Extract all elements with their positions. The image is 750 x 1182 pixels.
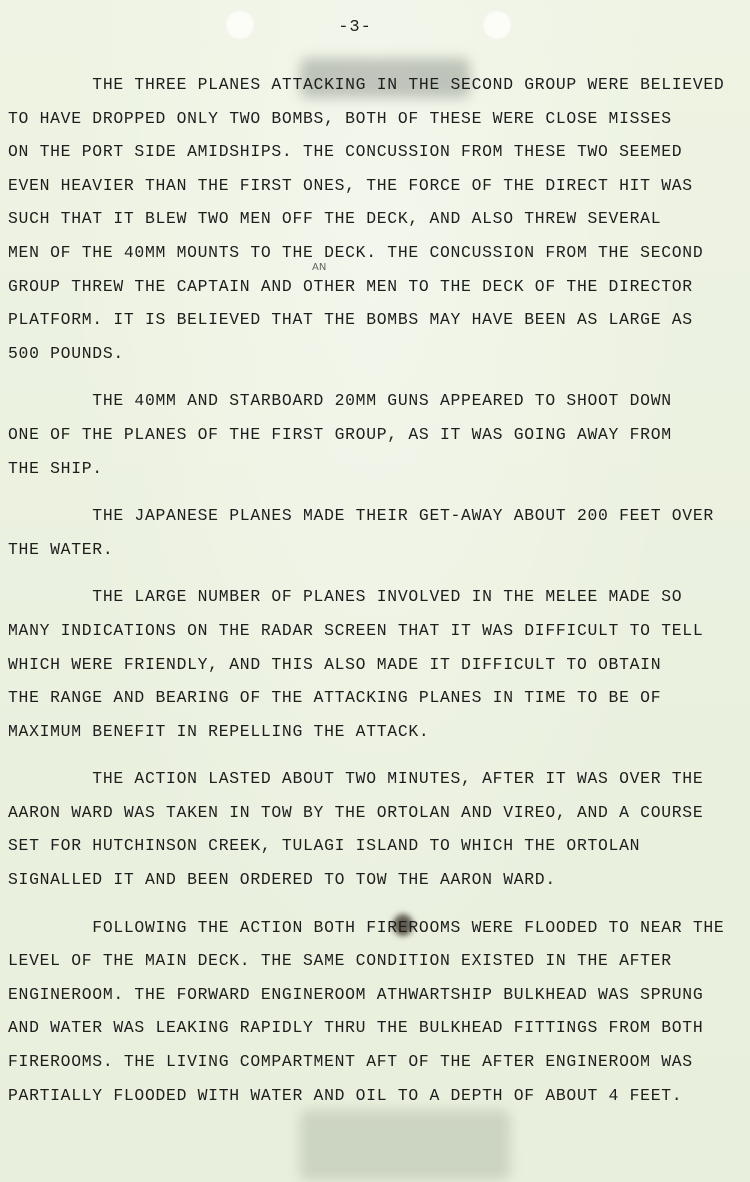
text-line: PLATFORM. IT IS BELIEVED THAT THE BOMBS MAY HAVE BEEN AS LARGE AS [8, 310, 693, 330]
text-line: THE WATER. [8, 539, 114, 559]
text-line: PARTIALLY FLOODED WITH WATER AND OIL TO A DEPTH OF ABOUT 4 FEET. [8, 1085, 683, 1105]
text-line: MAXIMUM BENEFIT IN REPELLING THE ATTACK. [8, 721, 430, 741]
paragraph [8, 68, 746, 370]
paragraph [8, 384, 746, 485]
text-line: GROUP THREW THE CAPTAIN AND OTHER MEN TO THE DECK OF THE DIRECTOR [8, 276, 693, 296]
handwritten-annotation: AN [312, 262, 327, 273]
text-line: ENGINEROOM. THE FORWARD ENGINEROOM ATHWARTSHIP BULKHEAD WAS SPRUNG [8, 984, 704, 1004]
text-line: 500 POUNDS. [8, 343, 124, 363]
paragraph [8, 580, 746, 748]
text-line: THE THREE PLANES ATTACKING IN THE SECOND GROUP WERE BELIEVED [8, 75, 725, 94]
text-line: ONE OF THE PLANES OF THE FIRST GROUP, AS IT WAS GOING AWAY FROM [8, 424, 672, 444]
paragraph [8, 911, 746, 1113]
text-line: AND WATER WAS LEAKING RAPIDLY THRU THE BULKHEAD FITTINGS FROM BOTH [8, 1018, 704, 1038]
text-line: THE SHIP. [8, 458, 103, 478]
text-line: EVEN HEAVIER THAN THE FIRST ONES, THE FORCE OF THE DIRECT HIT WAS [8, 175, 693, 195]
text-line: THE ACTION LASTED ABOUT TWO MINUTES, AFTER IT WAS OVER THE [8, 769, 704, 789]
text-line: AARON WARD WAS TAKEN IN TOW BY THE ORTOLAN AND VIREO, AND A COURSE [8, 802, 704, 822]
text-line: FIREROOMS. THE LIVING COMPARTMENT AFT OF THE AFTER ENGINEROOM WAS [8, 1052, 693, 1072]
text-line: THE JAPANESE PLANES MADE THEIR GET-AWAY ABOUT 200 FEET OVER [8, 506, 714, 526]
text-line: MANY INDICATIONS ON THE RADAR SCREEN THAT IT WAS DIFFICULT TO TELL [8, 620, 704, 640]
text-line: THE RANGE AND BEARING OF THE ATTACKING PLANES IN TIME TO BE OF [8, 688, 662, 708]
document-body [8, 68, 746, 1126]
text-line: FOLLOWING THE ACTION BOTH FIREROOMS WERE FLOODED TO NEAR THE [8, 917, 725, 937]
page-number: -3- [338, 18, 372, 37]
paragraph [8, 762, 746, 896]
text-line: ON THE PORT SIDE AMIDSHIPS. THE CONCUSSION FROM THESE TWO SEEMED [8, 142, 683, 162]
text-line: WHICH WERE FRIENDLY, AND THIS ALSO MADE IT DIFFICULT TO OBTAIN [8, 654, 662, 674]
paragraph [8, 499, 746, 566]
text-line: THE 40MM AND STARBOARD 20MM GUNS APPEARED TO SHOOT DOWN [8, 391, 672, 411]
text-line: THE LARGE NUMBER OF PLANES INVOLVED IN THE MELEE MADE SO [8, 587, 683, 607]
text-line: LEVEL OF THE MAIN DECK. THE SAME CONDITION EXISTED IN THE AFTER [8, 951, 672, 971]
text-line: SET FOR HUTCHINSON CREEK, TULAGI ISLAND TO WHICH THE ORTOLAN [8, 836, 641, 856]
text-line: MEN OF THE 40MM MOUNTS TO THE DECK. THE CONCUSSION FROM THE SECOND [8, 242, 704, 262]
text-line: SIGNALLED IT AND BEEN ORDERED TO TOW THE AARON WARD. [8, 870, 556, 890]
text-line: TO HAVE DROPPED ONLY TWO BOMBS, BOTH OF THESE WERE CLOSE MISSES [8, 108, 672, 128]
text-line: SUCH THAT IT BLEW TWO MEN OFF THE DECK, AND ALSO THREW SEVERAL [8, 209, 662, 229]
